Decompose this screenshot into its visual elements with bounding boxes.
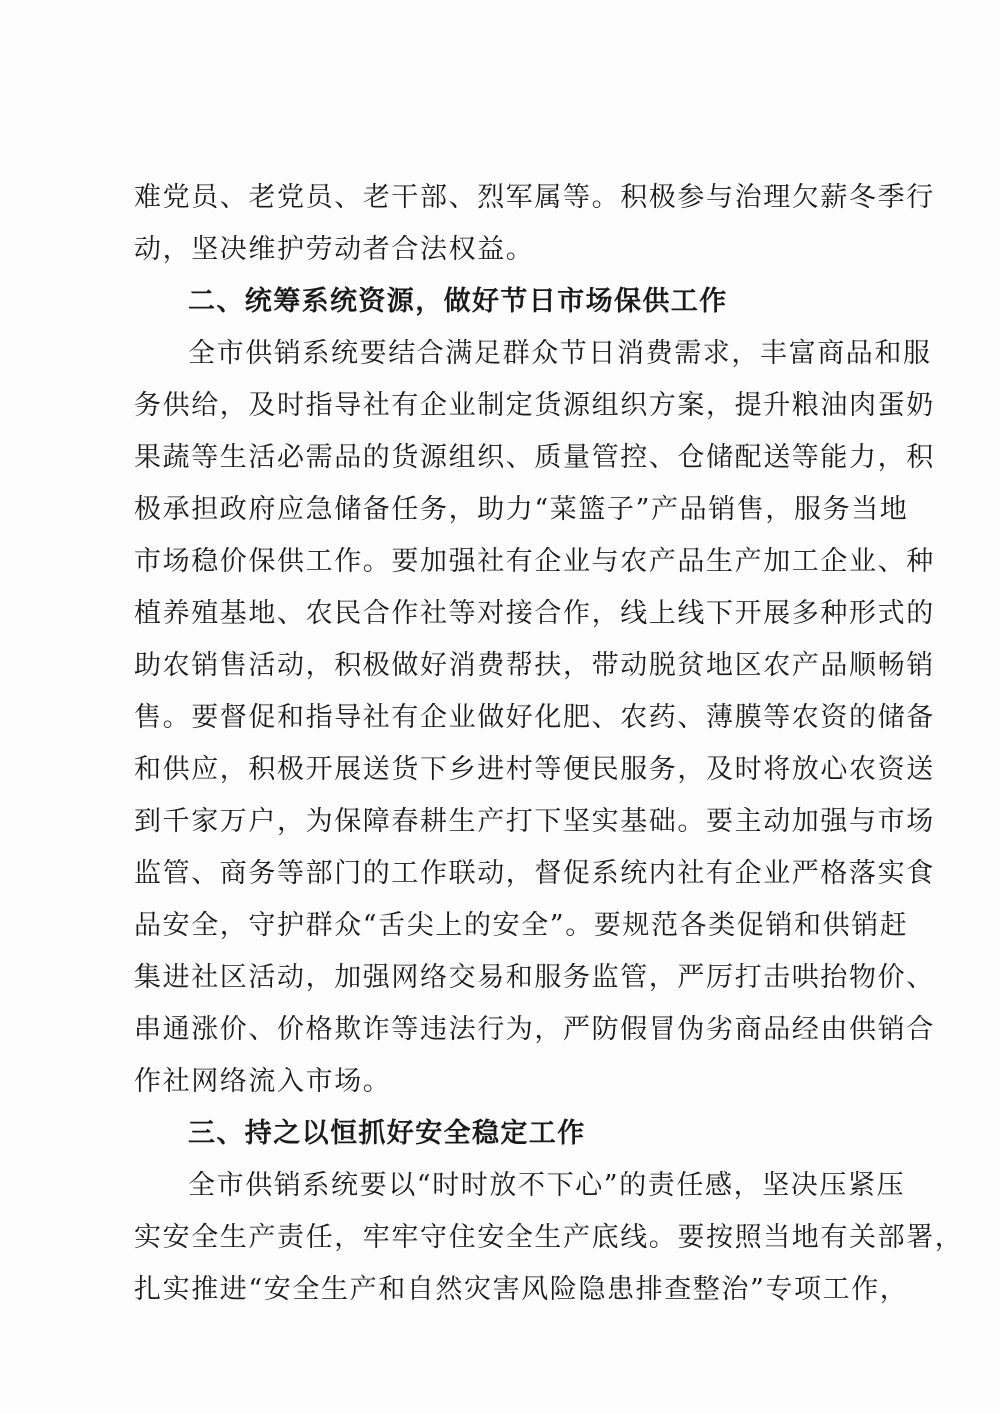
paragraph-line: 全市供销系统要以“时时放不下心”的责任感，坚决压紧压 [188,1170,906,1201]
paragraph-line: 动，坚决维护劳动者合法权益。 [134,234,535,265]
paragraph-line: 集进社区活动，加强网络交易和服务监管，严厉打击哄抬物价、 [134,962,935,993]
paragraph-line: 作社网络流入市场。 [134,1066,392,1097]
paragraph-line: 全市供销系统要结合满足群众节日消费需求，丰富商品和服 [188,338,932,369]
paragraph-line: 市场稳价保供工作。要加强社有企业与农产品生产加工企业、种 [134,546,935,577]
paragraph-line: 植养殖基地、农民合作社等对接合作，线上线下开展多种形式的 [134,598,935,629]
paragraph-line: 助农销售活动，积极做好消费帮扶，带动脱贫地区农产品顺畅销 [134,650,935,681]
paragraph-line: 到千家万户，为保障春耕生产打下坚实基础。要主动加强与市场 [134,806,935,837]
paragraph-line: 务供给，及时指导社有企业制定货源组织方案，提升粮油肉蛋奶 [134,390,935,421]
paragraph-line: 扎实推进“安全生产和自然灾害风险隐患排查整治”专项工作， [134,1274,909,1305]
paragraph-line: 难党员、老党员、老干部、烈军属等。积极参与治理欠薪冬季行 [134,182,935,213]
paragraph-line: 售。要督促和指导社有企业做好化肥、农药、薄膜等农资的储备 [134,702,935,733]
paragraph-line: 果蔬等生活必需品的货源组织、质量管控、仓储配送等能力，积 [134,442,935,473]
paragraph-line: 串通涨价、价格欺诈等违法行为，严防假冒伪劣商品经由供销合 [134,1014,935,1045]
paragraph-line: 实安全生产责任，牢牢守住安全生产底线。要按照当地有关部署， [134,1222,964,1253]
paragraph-line: 和供应，积极开展送货下乡进村等便民服务，及时将放心农资送 [134,754,935,785]
paragraph-line: 品安全，守护群众“舌尖上的安全”。要规范各类促销和供销赶 [134,910,909,941]
section-heading: 三、持之以恒抓好安全稳定工作 [188,1118,586,1149]
paragraph-line: 极承担政府应急储备任务，助力“菜篮子”产品销售，服务当地 [134,494,909,525]
paragraph-line: 监管、商务等部门的工作联动，督促系统内社有企业严格落实食 [134,858,935,889]
document-body [134,172,964,1316]
section-heading: 二、统筹系统资源，做好节日市场保供工作 [188,286,728,317]
